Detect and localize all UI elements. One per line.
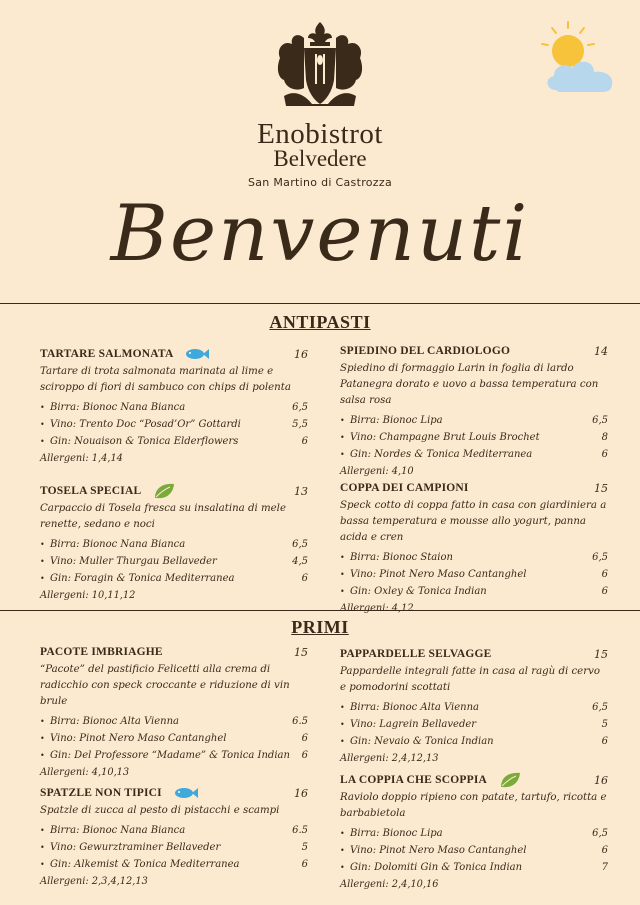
pairing-label: • Gin: Dolomiti Gin & Tonica Indian: [350, 862, 523, 873]
leaf-icon: [499, 771, 521, 789]
dish-header: [340, 480, 608, 496]
pairing-item: [40, 570, 308, 587]
brand-name-line2: Belvedere: [273, 146, 367, 171]
pairing-label: • Birra: Bionoc Nana Bianca: [50, 539, 186, 550]
pairing-list: [40, 822, 308, 873]
dish-description: Raviolo doppio ripieno con patate, tartufo, ricotta e barbabietola: [340, 792, 607, 819]
dish-name: COPPA DEI CAMPIONI: [340, 482, 469, 494]
pairing-item: [340, 825, 608, 842]
pairing-label: • Birra: Bionoc Nana Bianca: [50, 402, 186, 413]
pairing-label: • Gin: Oxley & Tonica Indian: [350, 586, 487, 597]
pairing-label: • Vino: Lagrein Bellaveder: [350, 719, 477, 730]
pairing-item: [40, 536, 308, 553]
pairing-item: [340, 429, 608, 446]
section-title-primi: PRIMI: [291, 617, 349, 637]
dish-price: 15: [294, 645, 308, 659]
pairing-price: 5: [601, 719, 608, 730]
pairing-price: 6: [301, 436, 308, 447]
divider: [0, 303, 640, 304]
dish-name-wrap: [340, 345, 510, 357]
leaf-icon: [153, 482, 175, 500]
allergens: Allergeni: 4,10,13: [40, 767, 130, 778]
dish-name: TARTARE SALMONATA: [40, 348, 174, 360]
pairing-item: [340, 733, 608, 750]
fish-icon: [185, 348, 209, 360]
menu-item: [340, 772, 608, 893]
dish-name-wrap: [340, 482, 469, 494]
pairing-list: [340, 825, 608, 876]
welcome-text: Benvenuti: [110, 189, 530, 279]
dish-description: “Pacote” del pastificio Felicetti alla crema di radicchio con speck croccante e riduzione di vin brule: [40, 664, 290, 707]
dish-name-wrap: [340, 648, 492, 660]
dish-name: SPIEDINO DEL CARDIOLOGO: [340, 345, 511, 357]
dish-price: 16: [294, 347, 308, 361]
pairing-item: [40, 856, 308, 873]
pairing-list: [40, 399, 308, 450]
menu-item: [40, 346, 308, 467]
pairing-item: [340, 716, 608, 733]
pairing-item: [40, 553, 308, 570]
pairing-price: 6,5: [592, 415, 608, 426]
dish-header: [40, 483, 308, 499]
section-title-antipasti: ANTIPASTI: [269, 312, 371, 332]
dish-description: Carpaccio di Tosela fresca su insalatina di mele renette, sedano e noci: [40, 503, 286, 530]
pairing-price: 6: [601, 449, 608, 460]
pairing-list: [40, 536, 308, 587]
dish-header: [40, 785, 308, 801]
pairing-label: • Vino: Trento Doc “Posad’Or” Gottardi: [50, 419, 241, 430]
dish-name: PACOTE IMBRIAGHE: [40, 646, 163, 658]
dish-name: LA COPPIA CHE SCOPPIA: [340, 774, 488, 786]
pairing-label: • Birra: Bionoc Alta Vienna: [50, 716, 180, 727]
crest-logo-icon: [270, 18, 370, 113]
dish-header: [340, 343, 608, 359]
pairing-item: [40, 433, 308, 450]
allergens: Allergeni: 4,10: [340, 466, 414, 477]
pairing-price: 7: [601, 862, 608, 873]
pairing-label: • Vino: Pinot Nero Maso Cantanghel: [50, 733, 227, 744]
pairing-price: 6,5: [292, 539, 308, 550]
dish-header: [40, 644, 308, 660]
pairing-label: • Birra: Bionoc Alta Vienna: [350, 702, 480, 713]
pairing-price: 6.5: [292, 716, 308, 727]
pairing-price: 6,5: [292, 402, 308, 413]
dish-name-wrap: [40, 348, 209, 360]
pairing-label: • Vino: Muller Thurgau Bellaveder: [50, 556, 217, 567]
pairing-price: 4,5: [292, 556, 308, 567]
pairing-price: 6: [601, 736, 608, 747]
dish-name: PAPPARDELLE SELVAGGE: [340, 648, 492, 660]
pairing-label: • Gin: Foragin & Tonica Mediterranea: [50, 573, 235, 584]
dish-name-wrap: [340, 771, 521, 789]
pairing-price: 6: [601, 586, 608, 597]
pairing-label: • Gin: Del Professore “Madame” & Tonica Indian: [50, 750, 290, 761]
menu-item: [40, 644, 308, 781]
allergens: Allergeni: 2,3,4,12,13: [40, 876, 148, 887]
dish-name: SPATZLE NON TIPICI: [40, 787, 162, 799]
dish-price: 15: [594, 481, 608, 495]
dish-price: 13: [294, 484, 308, 498]
dish-description: Speck cotto di coppa fatto in casa con giardiniera a bassa temperatura e mousse allo yogurt, panna acida e cren: [340, 500, 607, 543]
dish-price: 15: [594, 647, 608, 661]
pairing-price: 6: [301, 859, 308, 870]
pairing-price: 8: [601, 432, 608, 443]
dish-name: TOSELA SPECIAL: [40, 485, 142, 497]
pairing-price: 6: [301, 733, 308, 744]
pairing-item: [40, 713, 308, 730]
pairing-item: [340, 859, 608, 876]
pairing-price: 6.5: [292, 825, 308, 836]
sun-cloud-icon: [532, 18, 622, 98]
pairing-label: • Gin: Nouaison & Tonica Elderflowers: [50, 436, 239, 447]
pairing-item: [340, 566, 608, 583]
pairing-item: [340, 549, 608, 566]
pairing-price: 6: [601, 845, 608, 856]
pairing-label: • Vino: Gewurztraminer Bellaveder: [50, 842, 221, 853]
menu-item: [340, 480, 608, 617]
dish-header: [40, 346, 308, 362]
dish-description: Pappardelle integrali fatte in casa al ragù di cervo e pomodorini scottati: [340, 666, 600, 693]
allergens: Allergeni: 10,11,12: [40, 590, 136, 601]
pairing-list: [340, 699, 608, 750]
pairing-price: 5,5: [292, 419, 308, 430]
dish-price: 16: [594, 773, 608, 787]
pairing-price: 6: [301, 573, 308, 584]
pairing-item: [40, 730, 308, 747]
pairing-price: 6,5: [592, 702, 608, 713]
pairing-item: [40, 822, 308, 839]
dish-description: Spiedino di formaggio Larin in foglia di lardo Patanegra dorato e uovo a bassa temperatura con salsa rosa: [340, 363, 599, 406]
pairing-item: [40, 839, 308, 856]
pairing-item: [40, 399, 308, 416]
pairing-label: • Vino: Pinot Nero Maso Cantanghel: [350, 845, 527, 856]
menu-item: [40, 785, 308, 890]
welcome-heading: [70, 168, 570, 288]
dish-price: 16: [294, 786, 308, 800]
fish-icon: [174, 787, 198, 799]
pairing-item: [340, 699, 608, 716]
pairing-list: [340, 549, 608, 600]
dish-description: Spatzle di zucca al pesto di pistacchi e scampi: [40, 805, 280, 816]
pairing-label: • Vino: Champagne Brut Louis Brochet: [350, 432, 540, 443]
pairing-label: • Birra: Bionoc Lipa: [350, 415, 443, 426]
pairing-label: • Birra: Bionoc Lipa: [350, 828, 443, 839]
pairing-price: 6: [601, 569, 608, 580]
pairing-item: [40, 416, 308, 433]
dish-header: [340, 772, 608, 788]
pairing-price: 6: [301, 750, 308, 761]
allergens: Allergeni: 2,4,10,16: [340, 879, 439, 890]
pairing-label: • Birra: Bionoc Staion: [350, 552, 453, 563]
menu-item: [340, 646, 608, 767]
pairing-list: [340, 412, 608, 463]
pairing-item: [340, 446, 608, 463]
allergens: Allergeni: 1,4,14: [40, 453, 123, 464]
dish-header: [340, 646, 608, 662]
pairing-item: [40, 747, 308, 764]
dish-price: 14: [594, 344, 608, 358]
allergens: Allergeni: 4,12: [340, 603, 414, 614]
dish-name-wrap: [40, 482, 175, 500]
pairing-item: [340, 583, 608, 600]
dish-name-wrap: [40, 646, 163, 658]
pairing-price: 6,5: [592, 828, 608, 839]
pairing-label: • Birra: Bionoc Nana Bianca: [50, 825, 186, 836]
pairing-item: [340, 842, 608, 859]
pairing-list: [40, 713, 308, 764]
pairing-label: • Gin: Alkemist & Tonica Mediterranea: [50, 859, 240, 870]
menu-item: [340, 343, 608, 480]
pairing-price: 5: [301, 842, 308, 853]
brand-name-line1: Enobistrot: [257, 118, 383, 150]
allergens: Allergeni: 2,4,12,13: [340, 753, 439, 764]
pairing-price: 6,5: [592, 552, 608, 563]
pairing-label: • Gin: Nevaio & Tonica Indian: [350, 736, 494, 747]
pairing-item: [340, 412, 608, 429]
brand-location: San Martino di Castrozza: [247, 176, 392, 189]
dish-description: Tartare di trota salmonata marinata al lime e sciroppo di fiori di sambuco con chips di polenta: [40, 366, 291, 393]
menu-item: [40, 483, 308, 604]
dish-name-wrap: [40, 787, 198, 799]
pairing-label: • Gin: Nordes & Tonica Mediterranea: [350, 449, 533, 460]
pairing-label: • Vino: Pinot Nero Maso Cantanghel: [350, 569, 527, 580]
